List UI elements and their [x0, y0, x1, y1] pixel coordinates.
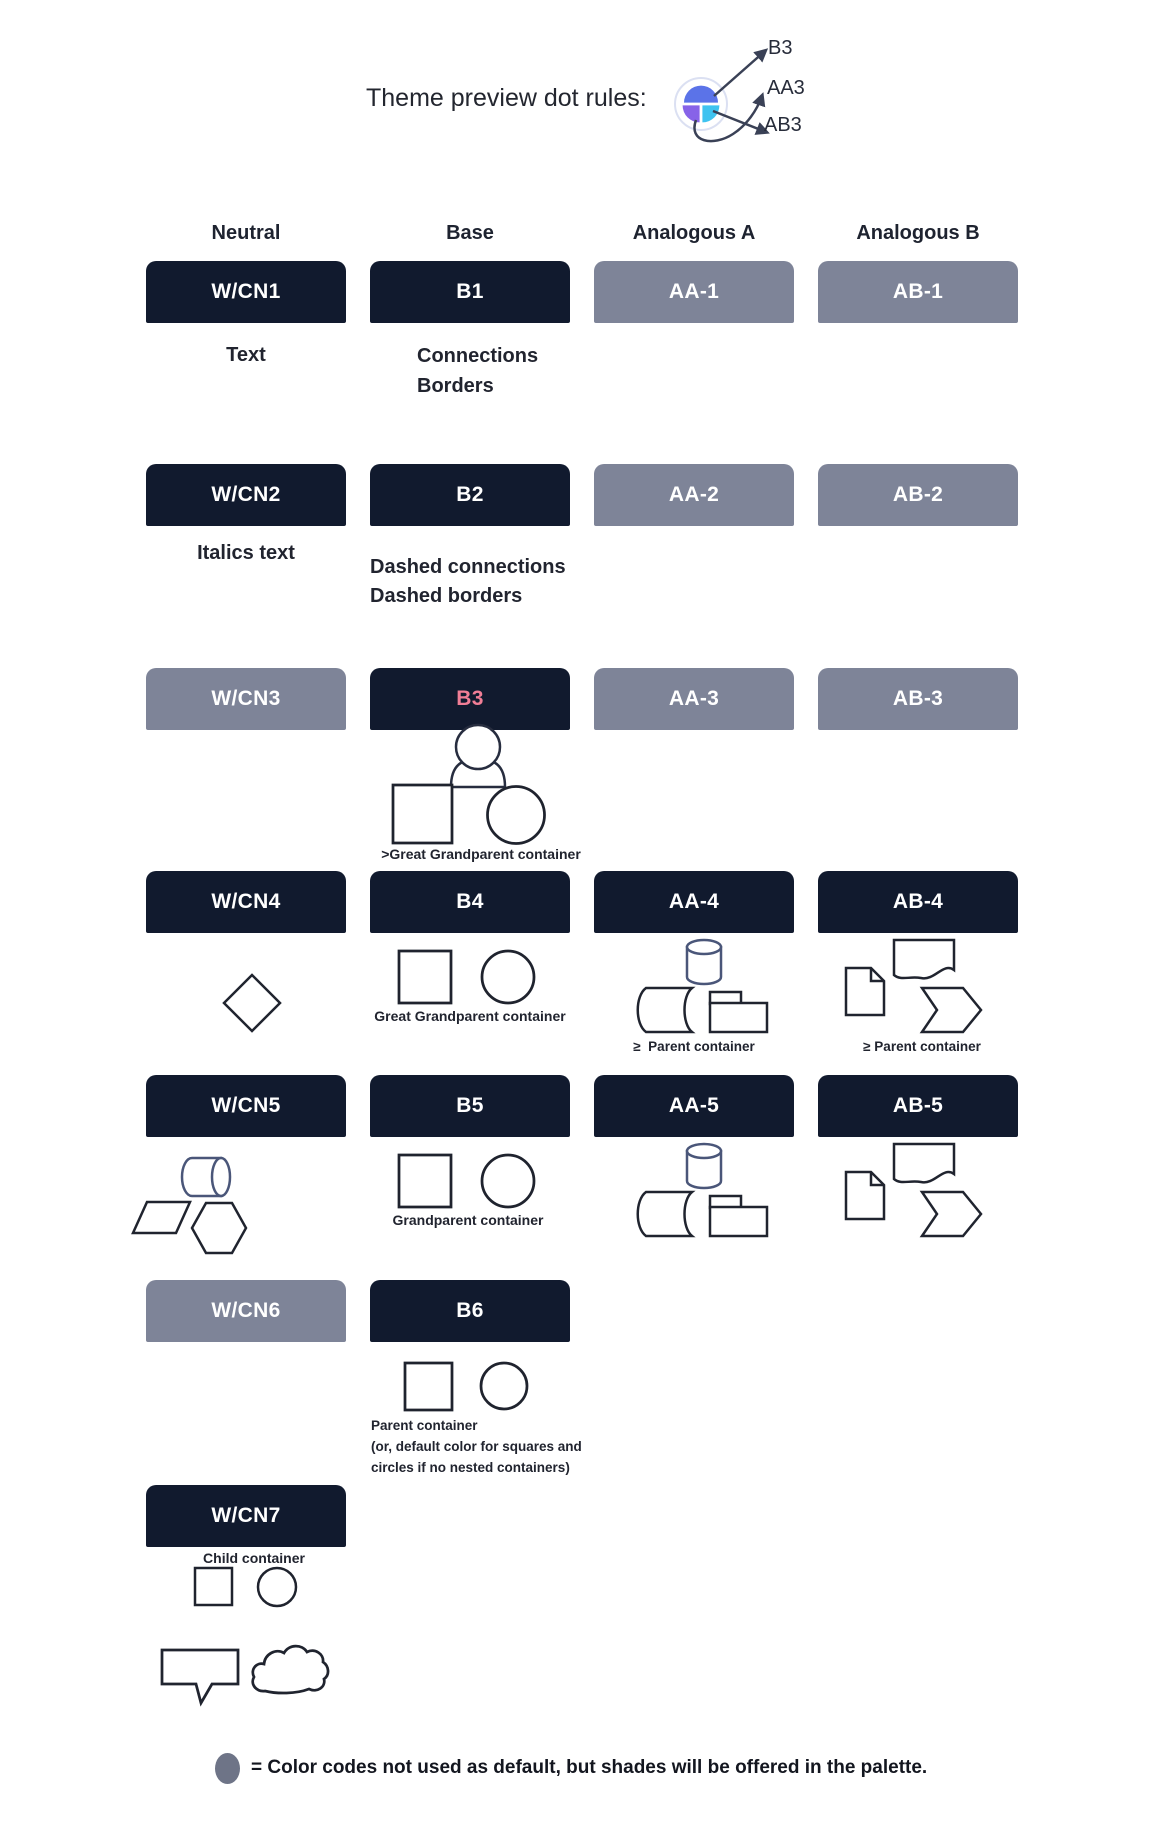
dot-rule-label-ab3: AB3	[764, 114, 802, 136]
note-connections: Connections	[417, 345, 539, 367]
swatch-wcn2	[146, 464, 346, 526]
note-parent-line2: (or, default color for squares and	[371, 1439, 582, 1454]
swatch-wcn7	[146, 1485, 346, 1547]
swatch-ab5	[818, 1075, 1018, 1137]
swatch-b3-label: B3	[456, 687, 484, 710]
swatch-aa3-label: AA-3	[668, 687, 720, 710]
swatch-aa3	[594, 668, 794, 730]
swatch-ab4-label: AB-4	[892, 890, 944, 913]
database-stored-data-card-icon	[630, 938, 775, 1038]
speech-bubble-cloud-icon	[155, 1635, 340, 1710]
swatch-ab2	[818, 464, 1018, 526]
swatch-aa1	[594, 261, 794, 323]
document-torn-page-chevron-icon	[840, 936, 990, 1036]
note-dashed-connections: Dashed connections	[370, 556, 566, 578]
swatch-wcn5-label: W/CN5	[211, 1094, 281, 1117]
swatch-b2	[370, 464, 570, 526]
swatch-b3	[370, 668, 570, 730]
note-parent-line1: Parent container	[371, 1418, 478, 1433]
swatch-wcn1-label: W/CN1	[211, 280, 281, 303]
swatch-b6-label: B6	[456, 1299, 484, 1322]
square-circle-icon	[190, 1563, 300, 1608]
swatch-wcn7-label: W/CN7	[211, 1504, 281, 1527]
swatch-b4	[370, 871, 570, 933]
swatch-aa5-label: AA-5	[668, 1094, 720, 1117]
swatch-wcn3	[146, 668, 346, 730]
column-header-analogous-a: Analogous A	[632, 222, 756, 244]
cylinder-parallelogram-hexagon-icon	[125, 1150, 255, 1260]
swatch-wcn4-label: W/CN4	[211, 890, 281, 913]
swatch-b5	[370, 1075, 570, 1137]
diamond-icon	[222, 973, 282, 1033]
swatch-b1-label: B1	[456, 280, 484, 303]
swatch-b2-label: B2	[456, 483, 484, 506]
dot-rule-label-b3: B3	[768, 37, 793, 59]
note-grandparent: Grandparent container	[392, 1212, 544, 1228]
note-great-grandparent: Great Grandparent container	[374, 1008, 566, 1024]
swatch-aa4	[594, 871, 794, 933]
swatch-b1	[370, 261, 570, 323]
person-square-circle-icon	[388, 722, 553, 850]
square-circle-icon	[400, 1360, 535, 1413]
swatch-wcn2-label: W/CN2	[211, 483, 281, 506]
note-dashed-borders: Dashed borders	[370, 585, 523, 607]
swatch-b5-label: B5	[456, 1094, 484, 1117]
document-torn-page-chevron-icon	[840, 1140, 990, 1240]
swatch-ab1	[818, 261, 1018, 323]
note-gt-great-grandparent: >Great Grandparent container	[381, 846, 581, 862]
note-borders: Borders	[417, 375, 494, 397]
swatch-ab3-label: AB-3	[892, 687, 944, 710]
note-text: Text	[226, 344, 266, 366]
square-circle-icon	[395, 1152, 540, 1210]
swatch-b6	[370, 1280, 570, 1342]
note-parent-line3: circles if no nested containers)	[371, 1460, 570, 1475]
column-header-analogous-b: Analogous B	[856, 222, 980, 244]
swatch-b4-label: B4	[456, 890, 484, 913]
swatch-ab4	[818, 871, 1018, 933]
note-italics-text: Italics text	[197, 542, 295, 564]
database-stored-data-card-icon	[630, 1142, 775, 1242]
swatch-aa4-label: AA-4	[668, 890, 720, 913]
swatch-wcn3-label: W/CN3	[211, 687, 281, 710]
swatch-ab1-label: AB-1	[892, 280, 944, 303]
note-child-container: Child container	[203, 1550, 305, 1566]
square-circle-icon	[395, 948, 540, 1006]
note-gte-parent-ab: ≥ Parent container	[863, 1039, 981, 1054]
page-title: Theme preview dot rules:	[366, 84, 647, 112]
swatch-ab3	[818, 668, 1018, 730]
swatch-aa2-label: AA-2	[668, 483, 720, 506]
column-header-neutral: Neutral	[211, 222, 281, 244]
swatch-aa5	[594, 1075, 794, 1137]
swatch-aa1-label: AA-1	[668, 280, 720, 303]
swatch-wcn4	[146, 871, 346, 933]
dot-rule-label-aa3: AA3	[767, 77, 805, 99]
swatch-aa2	[594, 464, 794, 526]
dot-rule-arrows	[630, 28, 845, 153]
swatch-wcn6	[146, 1280, 346, 1342]
swatch-ab5-label: AB-5	[892, 1094, 944, 1117]
swatch-wcn1	[146, 261, 346, 323]
column-header-base: Base	[446, 222, 494, 244]
legend-gray-dot	[215, 1753, 240, 1784]
swatch-wcn6-label: W/CN6	[211, 1299, 281, 1322]
swatch-wcn5	[146, 1075, 346, 1137]
legend-text: = Color codes not used as default, but shades will be offered in the palette.	[251, 1757, 928, 1778]
note-gte-parent-aa: ≥ Parent container	[633, 1039, 755, 1054]
swatch-ab2-label: AB-2	[892, 483, 944, 506]
